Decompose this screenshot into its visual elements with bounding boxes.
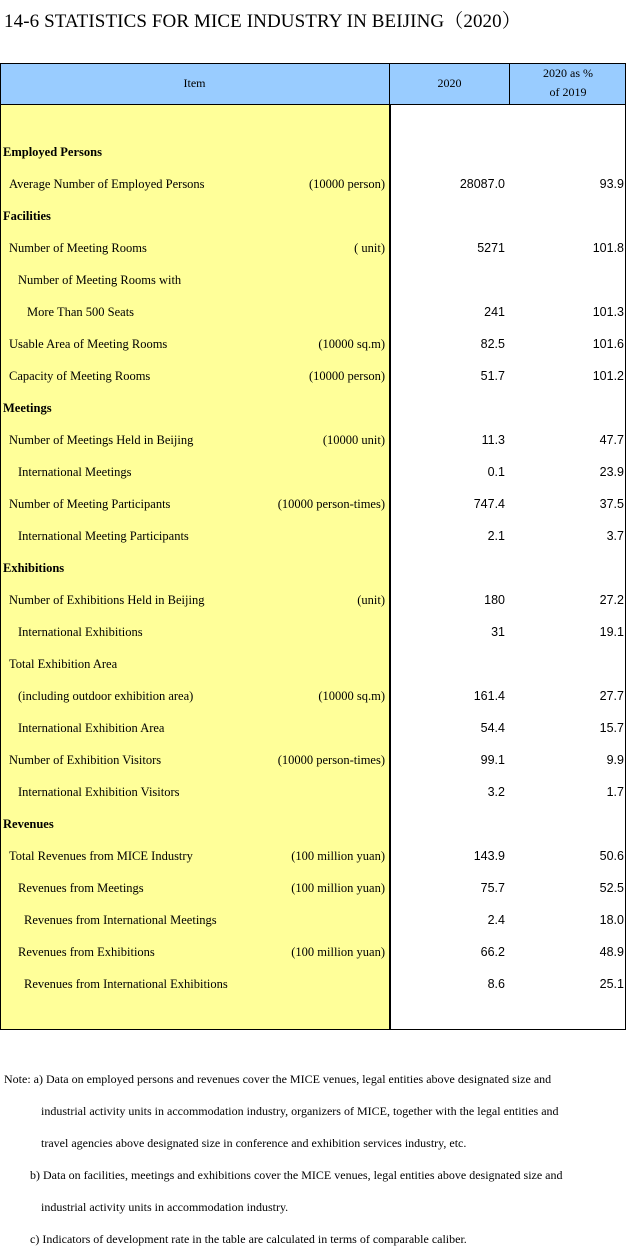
table-row xyxy=(0,680,626,712)
note-line: Note: a) Data on employed persons and revenues cover the MICE venues, legal entities above designated size and xyxy=(4,1072,552,1086)
value-2020: 5271 xyxy=(477,241,505,255)
row-unit: (10000 person) xyxy=(308,177,385,191)
value-2020: 75.7 xyxy=(480,881,505,895)
value-2020: 8.6 xyxy=(487,977,505,991)
table-row xyxy=(0,488,626,520)
row-label: More Than 500 Seats xyxy=(27,305,135,319)
value-2020: 180 xyxy=(484,593,505,607)
value-pct-of-2019: 48.9 xyxy=(599,945,624,959)
value-2020: 2.4 xyxy=(487,913,505,927)
table-row xyxy=(0,328,626,360)
table-row xyxy=(0,584,626,616)
row-label: Number of Meetings Held in Beijing xyxy=(9,433,194,447)
table-row xyxy=(0,392,626,424)
value-2020: 66.2 xyxy=(480,945,505,959)
table-row xyxy=(0,264,626,296)
row-label: International Meetings xyxy=(18,465,132,479)
section-heading: Exhibitions xyxy=(3,561,65,575)
table-row xyxy=(0,136,626,168)
note-line: c) Indicators of development rate in the table are calculated in terms of comparable caliber. xyxy=(30,1232,467,1246)
row-unit: (unit) xyxy=(357,593,385,607)
row-label: Total Revenues from MICE Industry xyxy=(9,849,193,863)
value-pct-of-2019: 3.7 xyxy=(606,529,624,543)
table-row xyxy=(0,456,626,488)
table-row xyxy=(0,200,626,232)
row-unit: (100 million yuan) xyxy=(291,881,385,895)
table-row xyxy=(0,232,626,264)
value-pct-of-2019: 52.5 xyxy=(599,881,624,895)
row-label: Number of Meeting Rooms xyxy=(9,241,147,255)
row-label: Revenues from Meetings xyxy=(18,881,144,895)
page-title: 14-6 STATISTICS FOR MICE INDUSTRY IN BEIJING（2020） xyxy=(4,11,521,32)
row-label: (including outdoor exhibition area) xyxy=(18,689,194,703)
row-label: Revenues from International Meetings xyxy=(24,913,217,927)
value-pct-of-2019: 50.6 xyxy=(599,849,624,863)
table-row xyxy=(0,968,626,1000)
value-2020: 0.1 xyxy=(487,465,505,479)
value-pct-of-2019: 101.3 xyxy=(592,305,624,319)
row-label: Average Number of Employed Persons xyxy=(9,177,205,191)
row-label: International Exhibition Visitors xyxy=(18,785,180,799)
value-pct-of-2019: 9.9 xyxy=(606,753,624,767)
row-unit: (10000 person) xyxy=(308,369,385,383)
value-2020: 161.4 xyxy=(473,689,505,703)
header-year: 2020 xyxy=(437,76,462,90)
note-line: travel agencies above designated size in conference and exhibition services industry, etc. xyxy=(41,1136,467,1150)
value-2020: 2.1 xyxy=(487,529,505,543)
table-row xyxy=(0,424,626,456)
value-2020: 143.9 xyxy=(473,849,505,863)
table-row xyxy=(0,776,626,808)
row-label: International Exhibition Area xyxy=(18,721,165,735)
note-line: b) Data on facilities, meetings and exhibitions cover the MICE venues, legal entities above designated size and xyxy=(30,1168,563,1182)
row-label: Number of Meeting Participants xyxy=(9,497,171,511)
table-row xyxy=(0,712,626,744)
table-header xyxy=(0,63,626,105)
section-heading: Revenues xyxy=(3,817,54,831)
table-row xyxy=(0,296,626,328)
note-line: industrial activity units in accommodation industry, organizers of MICE, together with the legal entities and xyxy=(41,1104,559,1118)
table-row xyxy=(0,872,626,904)
row-unit: (10000 person-times) xyxy=(277,497,385,511)
table-row xyxy=(0,648,626,680)
value-pct-of-2019: 101.8 xyxy=(592,241,624,255)
note-line: industrial activity units in accommodation industry. xyxy=(41,1200,289,1214)
table-row xyxy=(0,552,626,584)
table-row xyxy=(0,520,626,552)
row-unit: (100 million yuan) xyxy=(291,945,385,959)
row-unit: (10000 person-times) xyxy=(277,753,385,767)
row-label: International Exhibitions xyxy=(18,625,143,639)
row-unit: (10000 sq.m) xyxy=(318,689,385,703)
row-unit: (100 million yuan) xyxy=(291,849,385,863)
table-row xyxy=(0,744,626,776)
value-2020: 3.2 xyxy=(487,785,505,799)
row-label: Revenues from International Exhibitions xyxy=(24,977,228,991)
section-heading: Meetings xyxy=(3,401,52,415)
row-label: International Meeting Participants xyxy=(18,529,189,543)
row-label: Capacity of Meeting Rooms xyxy=(9,369,151,383)
value-2020: 11.3 xyxy=(481,433,505,447)
value-pct-of-2019: 101.6 xyxy=(592,337,624,351)
table-border-bottom xyxy=(0,1029,626,1030)
value-pct-of-2019: 93.9 xyxy=(599,177,624,191)
value-2020: 241 xyxy=(484,305,505,319)
value-pct-of-2019: 101.2 xyxy=(592,369,624,383)
header-pct-line2: of 2019 xyxy=(549,85,587,99)
row-label: Total Exhibition Area xyxy=(9,657,118,671)
table-row xyxy=(0,808,626,840)
value-pct-of-2019: 23.9 xyxy=(599,465,624,479)
table-row xyxy=(0,904,626,936)
statistics-table xyxy=(0,63,626,1030)
row-label: Number of Exhibitions Held in Beijing xyxy=(9,593,205,607)
row-label: Revenues from Exhibitions xyxy=(18,945,155,959)
row-label: Number of Meeting Rooms with xyxy=(18,273,182,287)
header-pct-line1: 2020 as % xyxy=(543,66,593,80)
value-2020: 28087.0 xyxy=(459,177,505,191)
value-pct-of-2019: 27.7 xyxy=(599,689,624,703)
table-row xyxy=(0,616,626,648)
row-unit: (10000 unit) xyxy=(322,433,385,447)
value-2020: 82.5 xyxy=(480,337,505,351)
table-row xyxy=(0,360,626,392)
value-pct-of-2019: 27.2 xyxy=(599,593,624,607)
section-heading: Facilities xyxy=(3,209,51,223)
value-pct-of-2019: 47.7 xyxy=(599,433,624,447)
value-2020: 54.4 xyxy=(480,721,505,735)
row-label: Usable Area of Meeting Rooms xyxy=(9,337,168,351)
table-row xyxy=(0,840,626,872)
value-2020: 31 xyxy=(491,625,505,639)
value-2020: 99.1 xyxy=(480,753,505,767)
row-unit: ( unit) xyxy=(354,241,385,255)
value-pct-of-2019: 1.7 xyxy=(606,785,624,799)
value-pct-of-2019: 37.5 xyxy=(599,497,624,511)
header-item: Item xyxy=(183,76,206,90)
value-pct-of-2019: 18.0 xyxy=(599,913,624,927)
value-2020: 747.4 xyxy=(473,497,505,511)
value-pct-of-2019: 15.7 xyxy=(599,721,624,735)
row-label: Number of Exhibition Visitors xyxy=(9,753,162,767)
value-pct-of-2019: 25.1 xyxy=(599,977,624,991)
row-unit: (10000 sq.m) xyxy=(318,337,385,351)
table-row xyxy=(0,168,626,200)
section-heading: Employed Persons xyxy=(3,145,102,159)
value-2020: 51.7 xyxy=(480,369,505,383)
value-pct-of-2019: 19.1 xyxy=(599,625,624,639)
table-row xyxy=(0,936,626,968)
